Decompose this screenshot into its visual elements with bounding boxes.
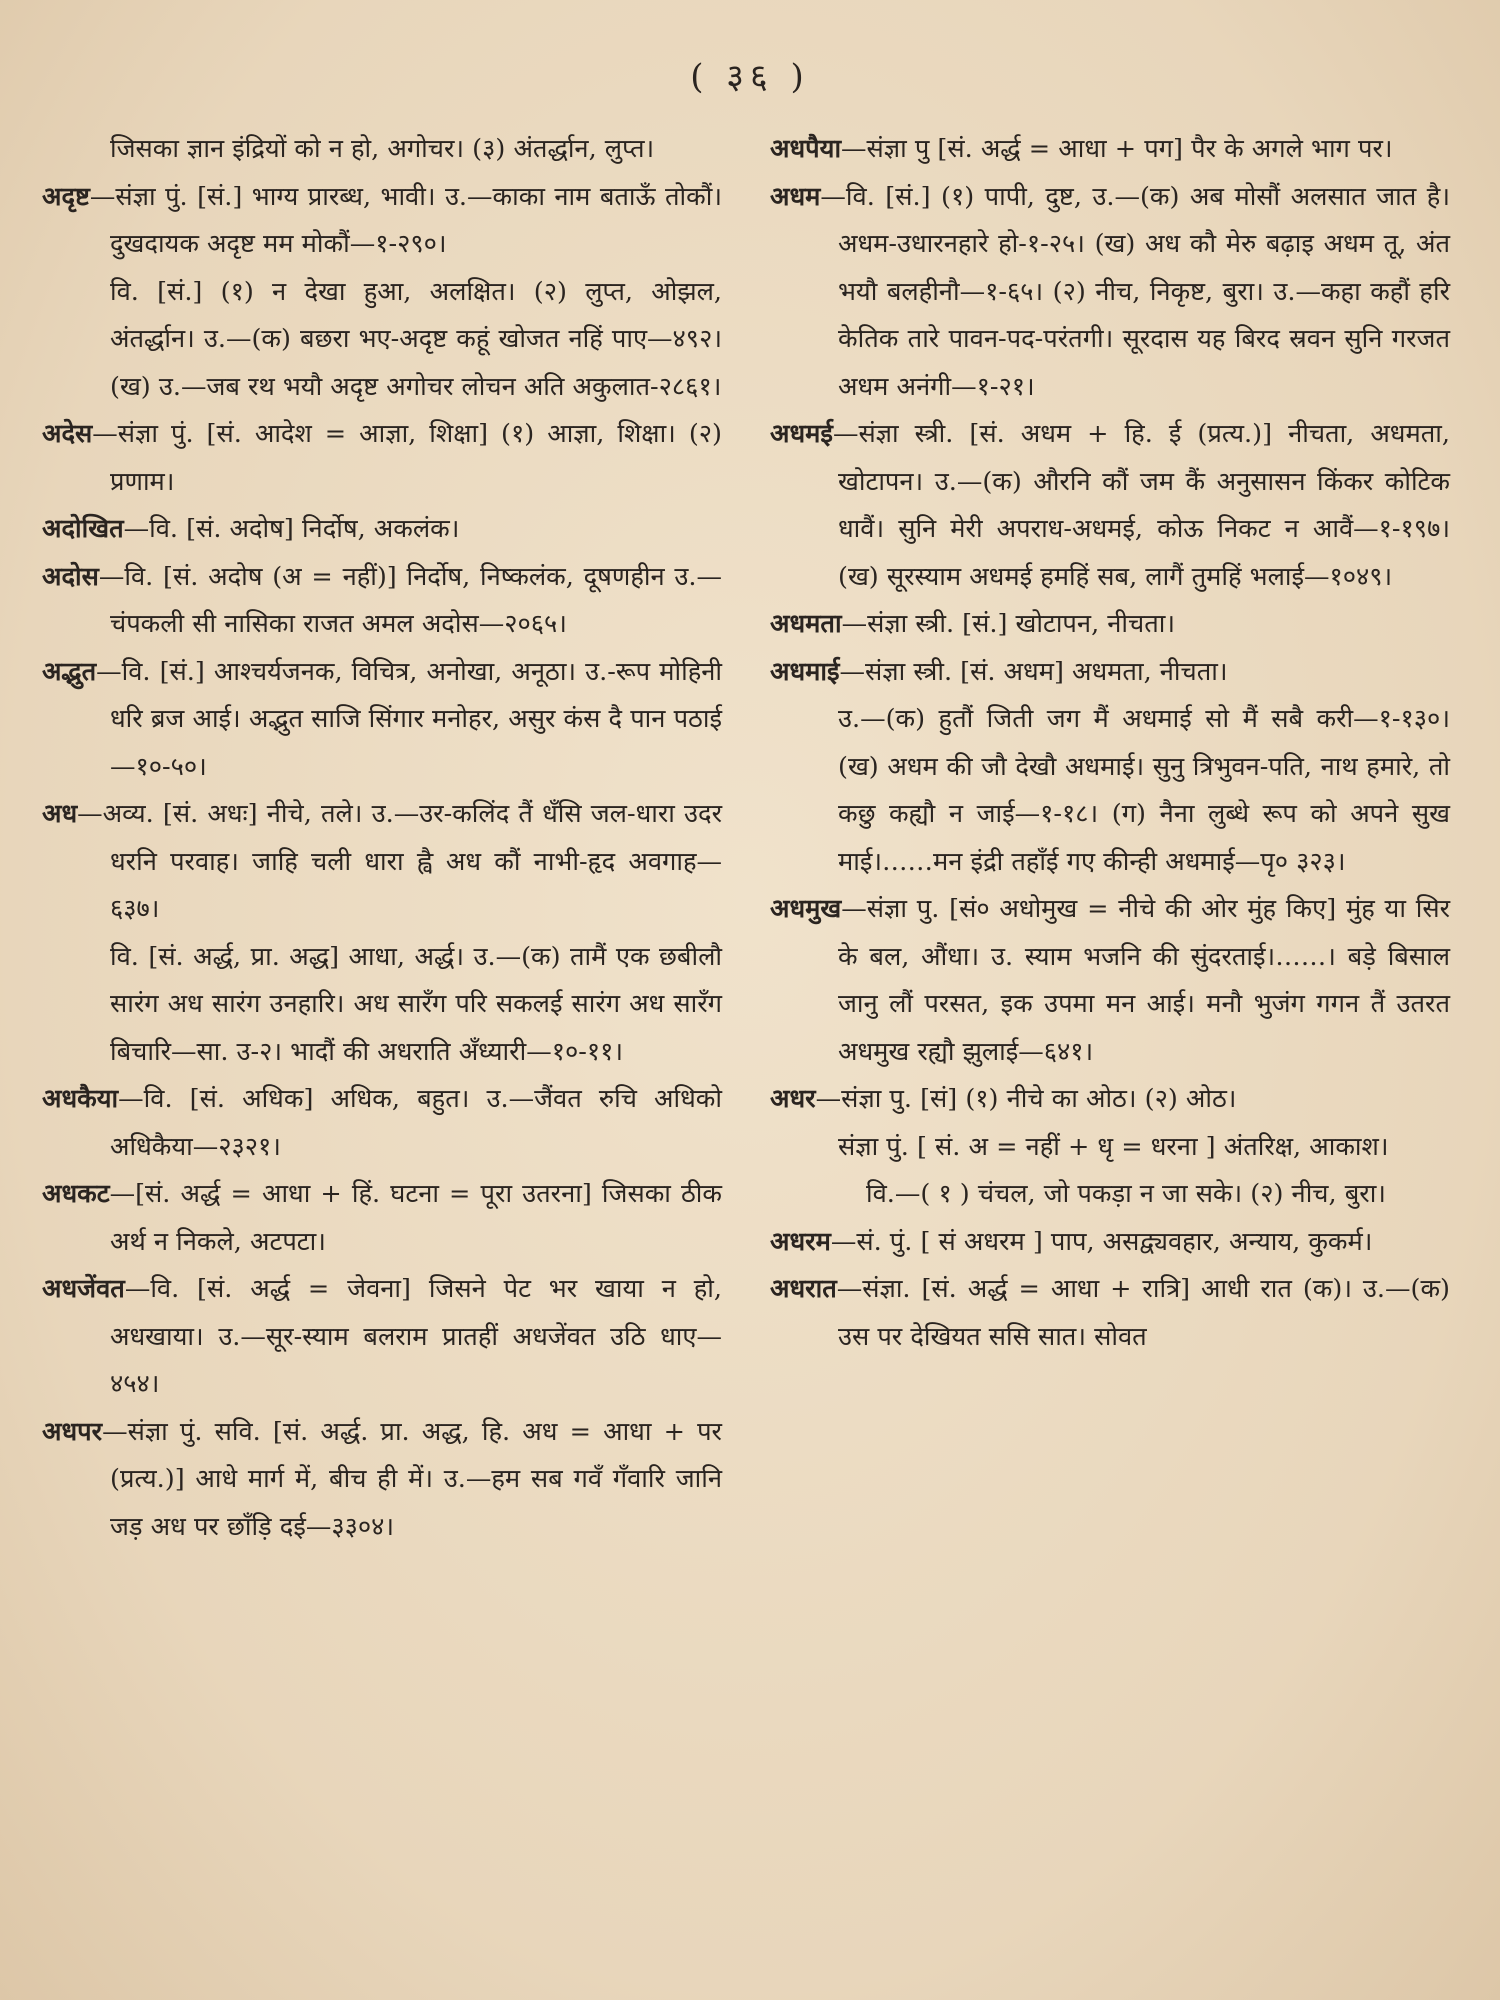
headword: अधरम	[770, 1226, 831, 1257]
entry	[770, 601, 1450, 649]
definition-text: जिसका ज्ञान इंद्रियों को न हो, अगोचर। (३) अंतर्द्धान, लुप्त।	[110, 134, 655, 164]
headword: अधमाई	[770, 656, 840, 687]
definition-text: —[सं. अर्द्ध = आधा + हिं. घटना = पूरा उतरना] जिसका ठीक अर्थ न निकले, अटपटा।	[109, 1179, 722, 1257]
headword: अधमुख	[770, 894, 842, 924]
entry	[42, 1409, 722, 1552]
definition-text: —संज्ञा पु [सं. अर्द्ध = आधा + पग] पैर के अगले भाग पर।	[841, 134, 1393, 164]
definition-text: —संज्ञा स्त्री. [सं. अधम + हि. ई (प्रत्य.)] नीचता, अधमता, खोटापन। उ.—(क) औरनि कौं जम कैं अनुसासन किंकर कोटिक धावैं। सुनि मेरी अपराध-अधमई, कोऊ निकट न आवैं—१-१९७। (ख) सूरस्याम अधमई हमहिं सब, लागैं तुमहिं भलाई—१०४९।	[832, 419, 1450, 592]
definition-text: —वि. [सं. अदोष (अ = नहीं)] निर्दोष, निष्कलंक, दूषणहीन उ.—चंपकली सी नासिका राजत अमल अदोस—२०६५।	[98, 561, 722, 639]
definition-text: —वि. [सं.] (१) पापी, दुष्ट, उ.—(क) अब मोसौं अलसात जात है। अधम-उधारनहारे हो-१-२५। (ख) अध कौ मेरु बढ़ाइ अधम तू, अंत भयौ बलहीनौ—१-६५। (२) नीच, निकृष्ट, बुरा। उ.—कहा कहौं हरि केतिक तारे पावन-पद-परंतगी। सूरदास यह बिरद स्रवन सुनि गरजत अधम अनंगी—१-२१।	[820, 181, 1450, 402]
entry	[770, 1219, 1450, 1267]
entry	[42, 411, 722, 506]
page-number: ( ३६ )	[690, 57, 810, 97]
sub-definition	[42, 269, 722, 412]
entry	[42, 126, 722, 174]
entry	[770, 126, 1450, 174]
definition-text: —सं. पुं. [ सं अधरम ] पाप, असद्व्यवहार, अन्याय, कुकर्म।	[830, 1226, 1373, 1257]
entry	[42, 649, 722, 792]
entry	[770, 886, 1450, 1076]
entry	[770, 1076, 1450, 1124]
entry	[42, 554, 722, 649]
headword: अधकैया	[42, 1084, 119, 1114]
entry	[770, 411, 1450, 601]
headword: अधरात	[770, 1274, 837, 1304]
definition-text: —संज्ञा पु. [सं० अधोमुख = नीचे की ओर मुंह किए] मुंह या सिर के बल, औंधा। उ. स्याम भजनि की सुंदरताई।……। बड़े बिसाल जानु लौं परसत, इक उपमा मन आई। मनौ भुजंग गगन तैं उतरत अधमुख रह्यौ झुलाई—६४१।	[838, 894, 1450, 1067]
sub-definition	[770, 696, 1450, 886]
headword: अधपर	[42, 1416, 103, 1447]
headword: अधम	[770, 181, 821, 212]
definition-text: —वि. [सं. अर्द्ध = जेवना] जिसने पेट भर खाया न हो, अधखाया। उ.—सूर-स्याम बलराम प्रातहीं अधजेंवत उठि धाए—४५४।	[110, 1274, 722, 1399]
definition-text: वि. [सं. अर्द्ध, प्रा. अद्ध] आधा, अर्द्ध। उ.—(क) तामैं एक छबीलौ सारंग अध सारंग उनहारि। अध सारँग परि सकलई सारंग अध सारँग बिचारि—सा. उ-२। भादौं की अधराति अँध्यारी—१०-११।	[110, 941, 722, 1067]
left-column	[42, 126, 722, 1551]
definition-text: —संज्ञा पुं. [सं. आदेश = आज्ञा, शिक्षा] (१) आज्ञा, शिक्षा। (२) प्रणाम।	[92, 419, 722, 497]
headword: अद्भुत	[42, 656, 97, 687]
headword: अधजेंवत	[42, 1274, 125, 1304]
sub-definition	[770, 1171, 1450, 1219]
entry	[770, 1266, 1450, 1361]
headword: अदोस	[42, 561, 99, 592]
entry	[42, 506, 722, 554]
entry	[42, 1171, 722, 1266]
definition-text: —वि. [सं.] आश्चर्यजनक, विचित्र, अनोखा, अनूठा। उ.-रूप मोहिनी धरि ब्रज आई। अद्भुत साजि सिंगार मनोहर, असुर कंस दै पान पठाई—१०-५०।	[96, 656, 722, 782]
right-column	[770, 126, 1450, 1361]
headword: अध	[42, 799, 78, 829]
entry	[770, 649, 1450, 697]
entry	[42, 174, 722, 269]
headword: अधकट	[42, 1179, 110, 1209]
headword: अदृष्ट	[42, 181, 90, 212]
headword: अधमता	[770, 609, 842, 639]
definition-text: —वि. [सं. अदोष] निर्दोष, अकलंक।	[123, 514, 460, 544]
headword: अधपैया	[770, 134, 842, 164]
headword: अधर	[770, 1084, 816, 1114]
definition-text: —संज्ञा स्त्री. [सं.] खोटापन, नीचता।	[841, 609, 1176, 639]
entry	[42, 1076, 722, 1171]
entry	[770, 174, 1450, 412]
entry	[42, 791, 722, 934]
sub-definition	[42, 934, 722, 1077]
definition-text: —संज्ञा पुं. सवि. [सं. अर्द्ध. प्रा. अद्ध, हि. अध = आधा + पर (प्रत्य.)] आधे मार्ग में, बीच ही में। उ.—हम सब गवँ गँवारि जानि जड़ अध पर छाँड़ि दई—३३०४।	[102, 1416, 722, 1542]
sub-definition	[770, 1124, 1450, 1172]
definition-text: —संज्ञा पु. [सं] (१) नीचे का ओठ। (२) ओठ।	[815, 1084, 1237, 1114]
headword: अदोखित	[42, 514, 124, 544]
definition-text: —संज्ञा पुं. [सं.] भाग्य प्रारब्ध, भावी। उ.—काका नाम बताऊँ तोकौं। दुखदायक अदृष्ट मम मोकौं—१-२९०।	[89, 181, 722, 259]
definition-text: संज्ञा पुं. [ सं. अ = नहीं + धृ = धरना ] अंतरिक्ष, आकाश।	[838, 1131, 1389, 1162]
definition-text: —वि. [सं. अधिक] अधिक, बहुत। उ.—जैंवत रुचि अधिको अधिकैया—२३२१।	[110, 1084, 722, 1162]
definition-text: वि.—( १ ) चंचल, जो पकड़ा न जा सके। (२) नीच, बुरा।	[866, 1179, 1386, 1209]
headword: अधमई	[770, 419, 833, 449]
definition-text: —संज्ञा स्त्री. [सं. अधम] अधमता, नीचता।	[839, 656, 1228, 687]
definition-text: —संज्ञा. [सं. अर्द्ध = आधा + रात्रि] आधी रात (क)। उ.—(क) उस पर देखियत ससि सात। सोवत	[836, 1274, 1450, 1352]
definition-text: उ.—(क) हुतौं जिती जग मैं अधमाई सो मैं सबै करी—१-१३०। (ख) अधम की जौ देखौ अधमाई। सुनु त्रिभुवन-पति, नाथ हमारे, तो कछु कह्यौ न जाई—१-१८। (ग) नैना लुब्धे रूप को अपने सुख माई।……मन इंद्री तहाँई गए कीन्ही अधमाई—पृ० ३२३।	[838, 704, 1450, 877]
entry	[42, 1266, 722, 1409]
definition-text: —अव्य. [सं. अधः] नीचे, तले। उ.—उर-कलिंद तैं धँसि जल-धारा उदर धरनि परवाह। जाहि चली धारा ह्वै अध कौं नाभी-हृद अवगाह—६३७।	[77, 799, 722, 924]
headword: अदेस	[42, 419, 93, 449]
definition-text: वि. [सं.] (१) न देखा हुआ, अलक्षित। (२) लुप्त, ओझल, अंतर्द्धान। उ.—(क) बछरा भए-अदृष्ट कहूं खोजत नहिं पाए—४९२। (ख) उ.—जब रथ भयौ अदृष्ट अगोचर लोचन अति अकुलात-२८६१।	[110, 276, 722, 402]
